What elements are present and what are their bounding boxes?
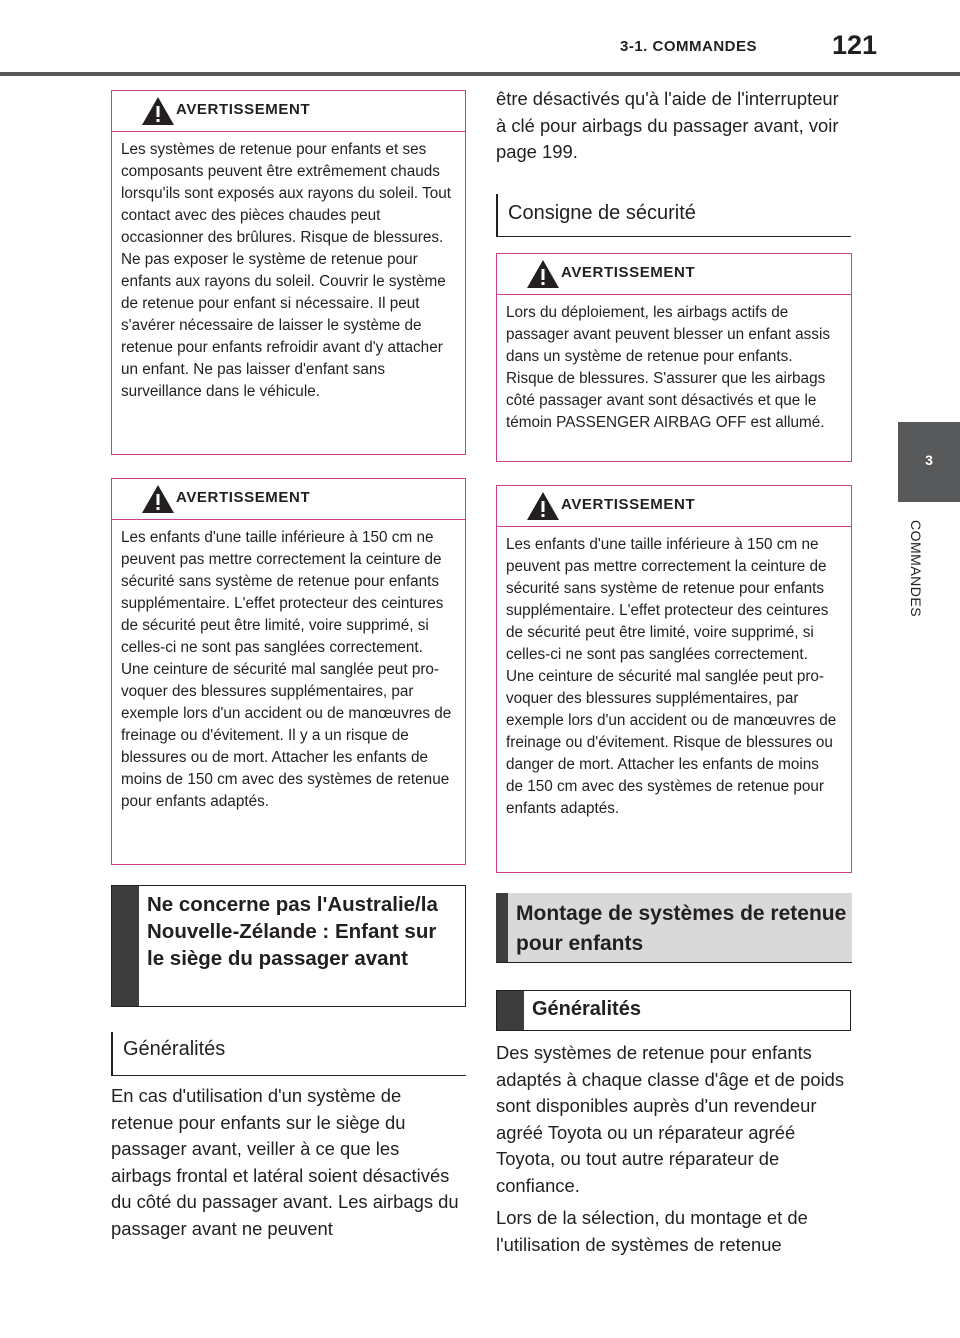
heading-bar [496, 893, 508, 962]
warning-text: Les enfants d'une taille inférieure à 150 cm ne peuvent pas mettre correctement la ceinture de sécurité sans système de retenue pour enfants supplémentaire. L'effet protecteur des ceintures de sécurité peut être limité, voire supprimé, si celles-ci ne sont pas sanglées correctement. Une ceinture de sécurité mal sanglée peut provoquer des blessures supplémentaires, par exemple lors d'un accident ou de manœuvres de freinage ou d'évitement. Risque de blessures ou danger de mort. Attacher les enfants de moins de 150 cm avec des systèmes de retenue pour enfants adaptés. [506, 536, 837, 817]
warning-header [497, 486, 851, 527]
warning-triangle-icon [141, 96, 175, 126]
subheading-text: Consigne de sécurité [508, 202, 696, 224]
heading-bar [112, 886, 139, 1006]
subheading-generalites-right [496, 990, 851, 1031]
warning-box [496, 253, 852, 462]
warning-triangle-icon [526, 259, 560, 289]
paragraph: Des systèmes de retenue pour enfants adaptés à chaque classe d'âge et de poids sont disponibles auprès d'un revendeur agréé Toyota ou un réparateur agréé Toyota, ou tout autre réparateur de confiance. [496, 1042, 845, 1196]
page-number: 121 [832, 30, 878, 60]
warning-header [112, 479, 465, 520]
heading-text: Généralités [532, 998, 641, 1020]
heading-text: Ne concerne pas l'Australie/la Nouvelle-Zélande : Enfant sur le siège du passager avant [147, 893, 438, 970]
header-rule [0, 72, 960, 76]
subheading-consigne [496, 194, 851, 237]
chapter-label-text: COMMANDES [908, 520, 924, 618]
warning-triangle-icon [526, 491, 560, 521]
page-header [0, 0, 960, 76]
subheading-text: Généralités [123, 1038, 226, 1060]
subheading-generalites [111, 1032, 466, 1076]
section-title: 3-1. COMMANDES [620, 38, 758, 55]
warning-title: AVERTISSEMENT [176, 101, 311, 118]
warning-box [111, 90, 466, 455]
warning-title: AVERTISSEMENT [561, 496, 696, 513]
section-heading-montage [496, 893, 852, 963]
warning-title: AVERTISSEMENT [561, 264, 696, 281]
warning-header [497, 254, 851, 295]
warning-text: Les enfants d'une taille inférieure à 150 cm ne peuvent pas mettre correctement la ceinture de sécurité sans système de retenue pour enfants supplémentaire. L'effet protecteur des ceintures de sécurité peut être limité, voire supprimé, si celles-ci ne sont pas sanglées correctement. Une ceinture de sécurité mal sanglée peut provoquer des blessures supplémentaires, par exemple lors d'un accident ou de manœuvres de freinage ou d'évitement. Il y a un risque de blessures ou de mort. Attacher les enfants de moins de 150 cm avec des systèmes de retenue pour enfants adaptés. [121, 529, 452, 810]
paragraph: être désactivés qu'à l'aide de l'interrupteur à clé pour airbags du passager avant, voir page 199. [496, 88, 839, 163]
paragraph: En cas d'utilisation d'un système de retenue pour enfants sur le siège du passager avant, veiller à ce que les airbags frontal et latéral soient désactivés du côté du passager avant. Les airbags du passager avant ne peuvent [111, 1085, 459, 1239]
warning-triangle-icon [141, 484, 175, 514]
warning-text: Lors du déploiement, les airbags actifs de passager avant peuvent blesser un enfant assis dans un système de retenue pour enfants. Risque de blessures. S'assurer que les airbags côté passager avant sont désactivés et que le témoin PASSENGER AIRBAG OFF est allumé. [506, 304, 830, 431]
warning-header [112, 91, 465, 132]
heading-bar [497, 991, 524, 1030]
paragraph: Lors de la sélection, du montage et de l'utilisation de systèmes de retenue [496, 1207, 808, 1255]
chapter-label [901, 520, 931, 670]
warning-box [111, 478, 466, 865]
chapter-number: 3 [925, 452, 933, 468]
section-heading-australia [111, 885, 466, 1007]
heading-text: Montage de systèmes de retenue pour enfants [516, 902, 847, 955]
warning-box [496, 485, 852, 873]
chapter-tab [898, 422, 960, 502]
warning-text: Les systèmes de retenue pour enfants et ses composants peuvent être extrêmement chauds lorsqu'ils sont exposés aux rayons du soleil. Tout contact avec des pièces chaudes peut occasionner des brûlures. Risque de blessures. Ne pas exposer le système de retenue pour enfants aux rayons du soleil. Couvrir le système de retenue pour enfant si nécessaire. Il peut s'avérer nécessaire de laisser le système de retenue pour enfants refroidir avant d'y attacher un enfant. Ne pas laisser d'enfant sans surveillance dans le véhicule. [121, 141, 452, 400]
warning-title: AVERTISSEMENT [176, 489, 311, 506]
